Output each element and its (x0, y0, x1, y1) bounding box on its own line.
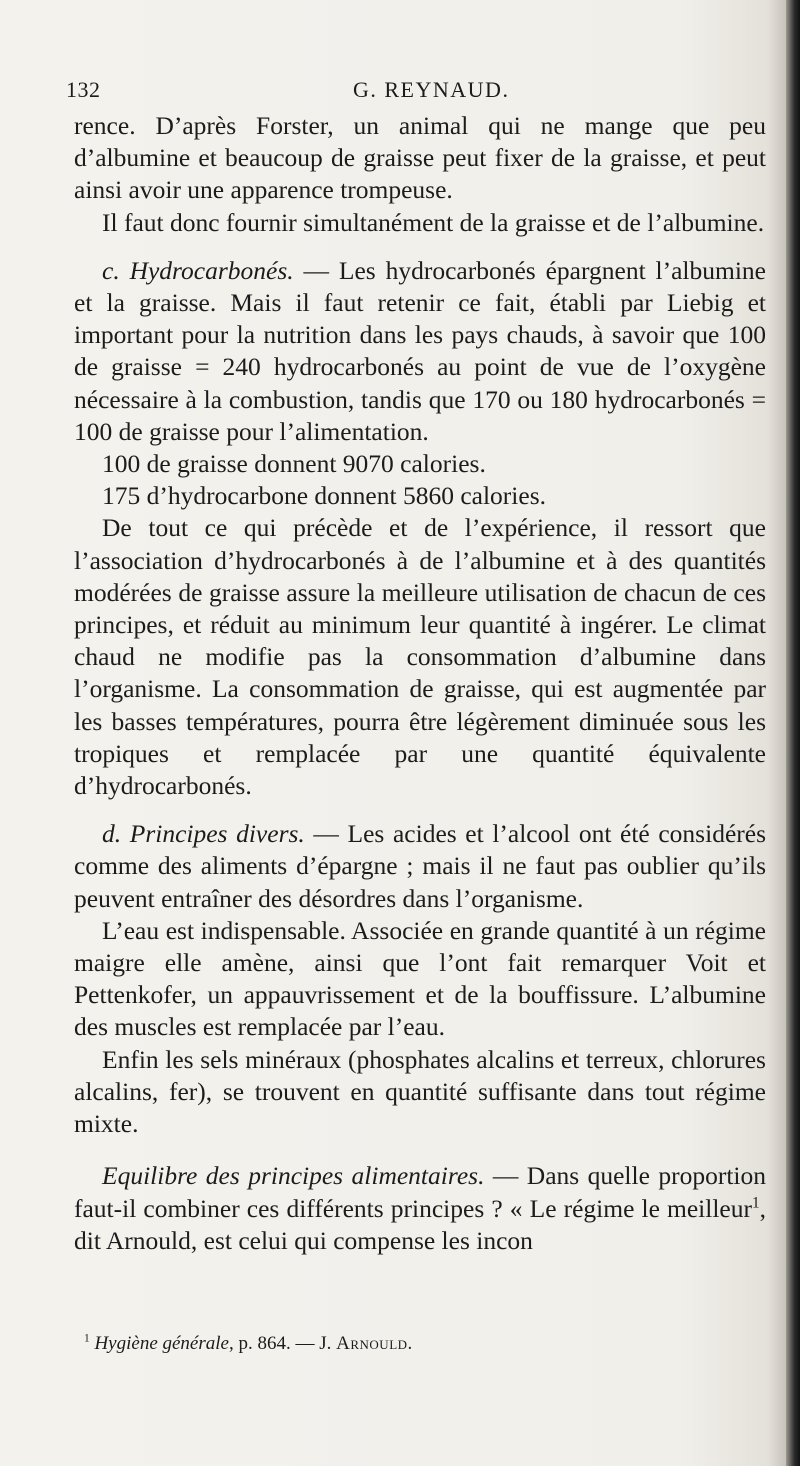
running-title: G. REYNAUD. (353, 77, 510, 102)
paragraph: L’eau est indispensable. Associée en grande quantité à un régime maigre elle amène, ainsi que l’ont fait remarquer Voit et Pettenkofer, un appauvrissement et de la bouffissure. L’albumine des muscles est remplacée par l’eau. (74, 915, 766, 1042)
paragraph: Il faut donc fournir simultanément de la graisse et de l’albumine. (102, 207, 765, 237)
paragraph: 100 de graisse donnent 9070 calories. (102, 449, 486, 479)
footnote-title: Hygiène générale (94, 1333, 229, 1354)
paragraph: Enfin les sels minéraux (phosphates alcalins et terreux, chlorures alcalins, fer), se trouvent en quantité suffisante dans tout régime mixte. (74, 1044, 766, 1139)
footnote-mark: 1 (84, 1332, 90, 1345)
paragraph-principes-divers: d. Principes divers. — Les acides et l’alcool ont été considérés comme des aliments d’épargne ; mais il ne faut pas oublier qu’ils peuvent entraîner des désordres dans l’organisme. (74, 819, 766, 913)
section-heading: c. Hydrocarbonés. (102, 255, 294, 285)
page-number: 132 (66, 77, 101, 102)
paragraph: 175 d’hydrocarbone donnent 5860 calories. (102, 481, 546, 511)
running-header (66, 77, 766, 105)
paragraph-hydrocarbones: c. Hydrocarbonés. — Les hydrocarbonés épargnent l’albumine et la graisse. Mais il faut retenir ce fait, établi par Liebig et important pour la nutrition dans les pays chauds, à savoir que 100 de graisse = 240 hydrocarbonés au point de vue de l’oxygène nécessaire à la combustion, tandis que 170 ou 180 hydrocarbonés = 100 de graisse pour l’alimentation. (74, 255, 766, 446)
section-heading: Equilibre des principes alimentaires. (102, 1161, 485, 1191)
footnote-reference: 1 (751, 1194, 760, 1211)
footnote-text: , p. 864. — J. (228, 1333, 337, 1354)
footnote-author: Arnould. (336, 1333, 413, 1354)
body-text (74, 110, 766, 1257)
paragraph-equilibre: Equilibre des principes alimentaires. — Dans quelle proportion faut-il combiner ces différents principes ? « Le régime le meilleur$^1$, dit Arnould, est celui qui compense les incon (74, 1161, 766, 1255)
section-heading: d. Principes divers. (102, 819, 305, 849)
paragraph: De tout ce qui précède et de l’expérience, il ressort que l’association d’hydrocarbonés à de l’albumine et à des quantités modérées de graisse assure la meilleure utilisation de chacun de ces principes, et réduit au minimum leur quantité à ingérer. Le climat chaud ne modifie pas la consommation d’albumine dans l’organisme. La consommation de graisse, qui est augmentée par les basses températures, pourra être légèrement diminuée sous les tropiques et remplacée par une quantité équivalente d’hydrocarbonés. (74, 513, 766, 801)
footnote (84, 1332, 724, 1356)
page-edge-shadow (786, 0, 800, 1466)
paragraph-continued: rence. D’après Forster, un animal qui ne mange que peu d’albumine et beaucoup de graisse peut fixer de la graisse, et peut ainsi avoir une apparence trompeuse. (74, 111, 766, 205)
